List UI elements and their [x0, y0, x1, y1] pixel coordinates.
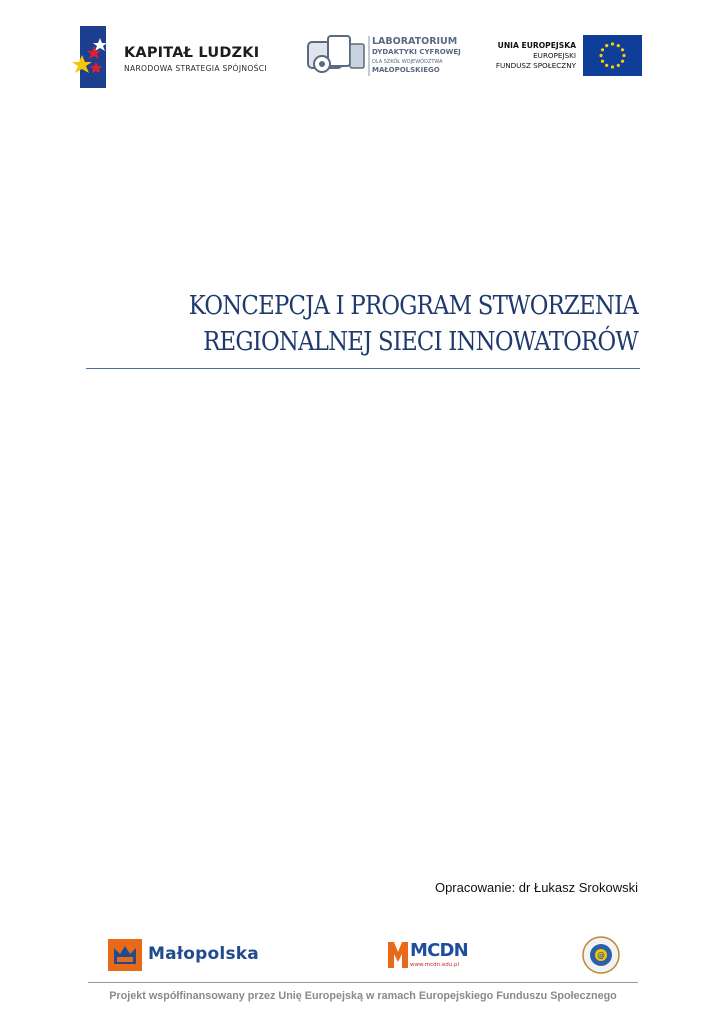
- laboratorium-line3: DLA SZKÓŁ WOJEWÓDZTWA: [372, 59, 443, 65]
- footer-divider: [88, 982, 638, 983]
- title-line1: KONCEPCJA I PROGRAM STWORZENIA: [188, 290, 639, 321]
- svg-text:@: @: [597, 951, 605, 960]
- kapital-ludzki-name: KAPITAŁ LUDZKI: [124, 45, 260, 61]
- document-title: [163, 288, 638, 360]
- eu-line3: FUNDUSZ SPOŁECZNY: [495, 61, 576, 70]
- malopolska-label: Małopolska: [148, 944, 259, 964]
- eu-label: [468, 40, 576, 71]
- laboratorium-line1: LABORATORIUM: [372, 36, 458, 47]
- footer-funding-note: Projekt współfinansowany przez Unię Europejską w ramach Europejskiego Funduszu Społecznego: [109, 990, 617, 1002]
- eu-line2: EUROPEJSKI: [533, 51, 576, 60]
- eu-flag-icon: [583, 35, 642, 76]
- title-underline: [86, 368, 640, 369]
- title-line2: REGIONALNEJ SIECI INNOWATORÓW: [203, 326, 638, 357]
- laboratorium-line4: MAŁOPOLSKIEGO: [372, 66, 440, 74]
- author-credit: Opracowanie: dr Łukasz Srokowski: [434, 880, 638, 895]
- mcdn-label: MCDN: [410, 940, 468, 961]
- laboratorium-line2: DYDAKTYKI CYFROWEJ: [372, 48, 461, 56]
- mcdn-url: www.mcdn.edu.pl: [410, 962, 459, 968]
- eu-line1: UNIA EUROPEJSKA: [497, 41, 576, 50]
- kapital-ludzki-subtitle: NARODOWA STRATEGIA SPÓJNOŚCI: [124, 64, 267, 73]
- seal-icon: [582, 936, 620, 974]
